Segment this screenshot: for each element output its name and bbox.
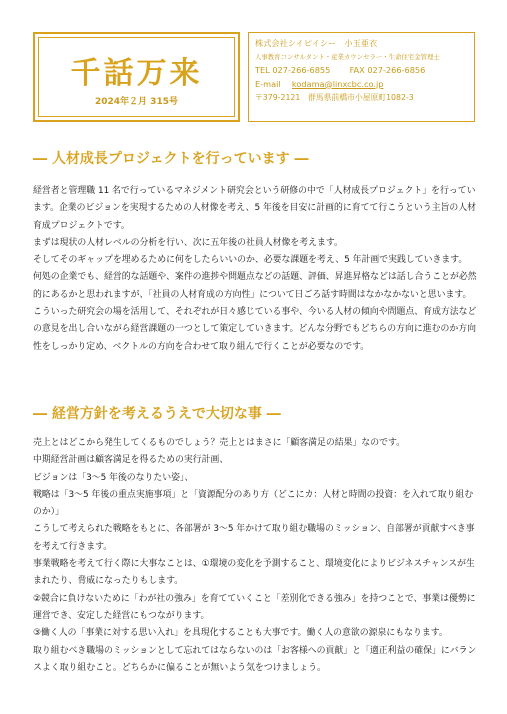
paragraph: 売上とはどこから発生してくるものでしょう？売上とはまさに「顧客満足の結果」なのです。 bbox=[33, 438, 406, 448]
newsletter-title: 千話万来 bbox=[70, 56, 203, 91]
company-name: 株式会社シイピイシー 小玉亜衣 bbox=[255, 38, 378, 48]
paragraph: 戦略は「3～5 年後の重点実施事項」と「資源配分のあり方（どこにカ：人材と時間の投資：を入れて取り組むのか）」 bbox=[33, 489, 474, 518]
paragraph: こうして考えられた戦略をもとに、各部署が 3～5 年かけて取り組む職場のミッション、自部署が貢献すべき事を考えて行きます。 bbox=[33, 524, 475, 552]
paragraph: ③働く人の「事業に対する思い入れ」を具現化することも大事です。働く人の意欲の源泉にもなります。 bbox=[33, 628, 448, 639]
paragraph: まずは現状の人材レベルの分析を行い、次に五年後の社員人材像を考えます。 bbox=[33, 237, 343, 248]
fax-number: FAX 027-266-6856 bbox=[349, 65, 426, 75]
paragraph: 中期経営計画は顧客満足を得るための実行計画、 bbox=[33, 455, 229, 466]
company-info-box bbox=[248, 32, 475, 122]
email-line bbox=[255, 78, 468, 92]
email-link[interactable]: kodama@linxcbc.co.jp bbox=[291, 78, 384, 89]
paragraph: 取り組むべき職場のミッションとして忘れてはならないのは「お客様への貢献」と「適正利益の確保」にバランスよく取り組むこと。どちらかに偏ることが無いよう気をつけましょう。 bbox=[33, 645, 477, 673]
company-address: 〒379-2121 群馬県前橋市小屋原町1082-3 bbox=[255, 93, 414, 102]
section-1-heading: ― 人材成長プロジェクトを行っています ― bbox=[33, 151, 309, 167]
masthead bbox=[33, 32, 240, 122]
paragraph: ②競合に負けないために「わが社の強み」を育てていくこと「差別化できる強み」を持つことで、事業は優勢に運営でき、安定した経営にもつながります。 bbox=[33, 593, 476, 621]
tel-number: TEL 027-266-6855 bbox=[255, 65, 331, 75]
company-roles: 人事教育コンサルタント・産業カウンセラー・生命住宅金管理士 bbox=[255, 52, 440, 61]
issue-number: 2024年２月 315号 bbox=[95, 97, 178, 107]
paragraph: ビジョンは「3～5 年後のなりたい姿」、 bbox=[33, 472, 194, 483]
paragraph: 何処の企業でも、経営的な話題や、案件の進捗や問題点などの話題、評価、昇進昇格などは話し合うことが必然的にあるかと思われますが、「社員の人材育成の方向性」について日ごろ話す時間はなかなかないと思います。こういった研究会の場を活用して、それぞれが日々感じている事や、今いる人材の傾向や問題点、育成方法などの意見を出し合いながら経営課題の一つとして策定していきます。どんな分野でもどちらの方向に進むのか方向性をしっかり定め、ベクトルの方向を合わせて取り組んで行くことが必要なのです。 bbox=[33, 272, 477, 352]
section-1-body bbox=[33, 183, 479, 356]
paragraph: 経営者と管理職 11 名で行っているマネジメント研究会という研修の中で「人材成長プロジェクト」を行っています。企業のビジョンを実現するための人材像を考え、5 年後を目安に計画的に育てて行こうという主旨の人材育成プロジェクトです。 bbox=[33, 186, 476, 231]
paragraph: そしてそのギャップを埋めるために何をしたらいいのか、必要な課題を考え、5 年計画で実践していきます。 bbox=[33, 255, 468, 266]
section-2-heading: ― 経営方針を考えるうえで大切な事 ― bbox=[33, 406, 281, 422]
paragraph: 事業戦略を考えて行く際に大事なことは、①環境の変化を予測すること、環境変化によりビジネスチャンスが生まれたり、脅威になったりもします。 bbox=[33, 559, 475, 587]
section-2-body bbox=[33, 435, 479, 677]
email-label: E-mail bbox=[255, 78, 281, 89]
contact-phone-line bbox=[255, 64, 468, 78]
